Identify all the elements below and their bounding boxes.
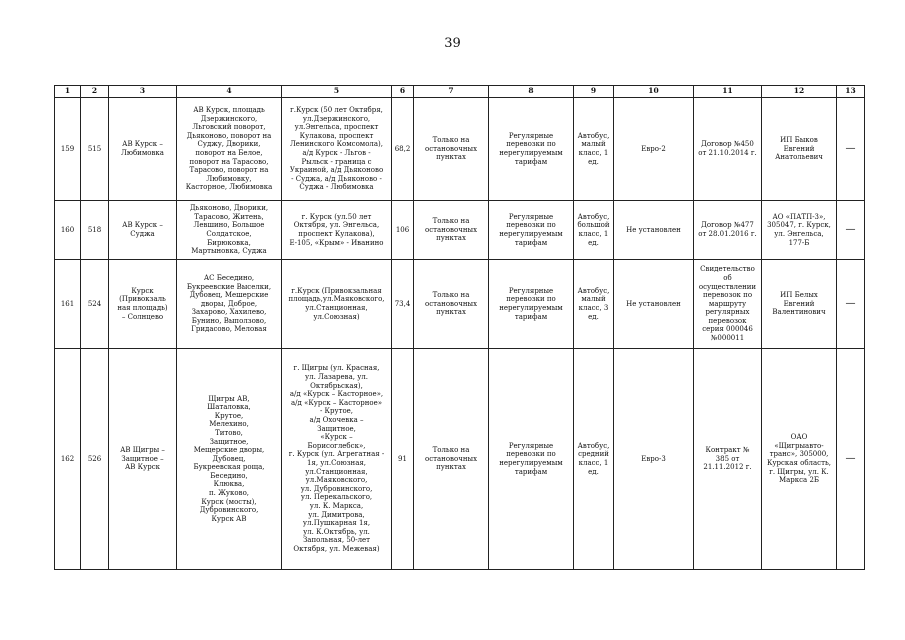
cell-route-name xyxy=(109,98,177,201)
cell-text: 518 xyxy=(87,225,102,234)
cell-eco-class xyxy=(614,349,694,570)
cell-text: 524 xyxy=(87,299,102,308)
table-row xyxy=(55,98,865,201)
cell-text: Регулярные перевозки по нерегулируемым тарифам xyxy=(499,131,563,166)
cell-route-name xyxy=(109,201,177,260)
cell-text: Только на остановочных пунктах xyxy=(424,446,478,472)
cell-route-number xyxy=(81,260,109,349)
cell-text: 526 xyxy=(87,454,102,463)
column-header: 1 xyxy=(55,86,81,98)
cell-text: Евро-2 xyxy=(641,144,666,153)
cell-text: Договор №477 от 28.01.2016 г. xyxy=(698,221,757,238)
column-header: 11 xyxy=(694,86,762,98)
cell-text: г.Курск (50 лет Октября, ул.Дзержинского, ул.Энгельса, проспект Кулакова, проспект Ленинского Комсомола), а/д Курск - Льгов - Рыльск - граница с Украиной, а/д Дьяконово - Суджа, а/д Дьяконово - Суджа - Любимовка xyxy=(289,106,384,192)
cell-text: Регулярные перевозки по нерегулируемым тарифам xyxy=(499,441,563,476)
cell-text: Дьяконово, Дворики, Тарасово, Житень, Левшино, Большое Солдатское, Бирюковка, Мартыновка, Суджа xyxy=(189,204,269,256)
cell-text: 106 xyxy=(395,225,410,234)
cell-text: 73,4 xyxy=(394,299,411,308)
cell-carrier xyxy=(762,98,837,201)
header-row xyxy=(55,86,865,98)
column-header: 10 xyxy=(614,86,694,98)
cell-text: Не установлен xyxy=(626,225,681,234)
cell-number xyxy=(55,98,81,201)
cell-notes xyxy=(837,201,865,260)
cell-boarding xyxy=(414,349,489,570)
cell-route-name xyxy=(109,349,177,570)
cell-boarding xyxy=(414,98,489,201)
cell-text: ИП Быков Евгений Анатольевич xyxy=(775,136,823,162)
cell-boarding xyxy=(414,201,489,260)
cell-stops xyxy=(177,201,282,260)
cell-text: АС Беседино, Букреевские Выселки, Дубовец, Мешерские дворы, Доброе, Захарово, Хахилево, Бунино, Выползово, Гридасово, Меловая xyxy=(186,273,272,334)
cell-carrier xyxy=(762,260,837,349)
cell-text: 91 xyxy=(398,454,407,463)
column-header: 4 xyxy=(177,86,282,98)
cell-text: Автобус, большой класс, 1 ед. xyxy=(577,212,610,247)
cell-text: — xyxy=(845,297,856,309)
cell-streets xyxy=(282,201,392,260)
cell-text: Регулярные перевозки по нерегулируемым тарифам xyxy=(499,212,563,247)
cell-transport-type xyxy=(489,349,574,570)
cell-transport-type xyxy=(489,98,574,201)
cell-carrier xyxy=(762,349,837,570)
cell-text: АВ Курск, площадь Дзержинского, Льговский поворот, Дьяконово, поворот на Суджу, Дворики, поворот на Белое, поворот на Тарасово, Тарасово, поворот на Любимовку, Касторное, Любимовка xyxy=(185,106,273,192)
cell-text: Только на остановочных пунктах xyxy=(424,217,478,243)
cell-text: Свидетельство об осуществлении перевозок по маршруту регулярных перевозок серия 000046 №000011 xyxy=(698,265,757,343)
cell-contract xyxy=(694,260,762,349)
table-row xyxy=(55,349,865,570)
cell-streets xyxy=(282,98,392,201)
cell-text: — xyxy=(845,142,856,154)
cell-streets xyxy=(282,260,392,349)
cell-stops xyxy=(177,349,282,570)
cell-text: 162 xyxy=(60,454,75,463)
cell-transport-type xyxy=(489,260,574,349)
cell-contract xyxy=(694,349,762,570)
cell-boarding xyxy=(414,260,489,349)
cell-number xyxy=(55,201,81,260)
cell-text: 159 xyxy=(60,144,75,153)
cell-vehicles xyxy=(574,98,614,201)
cell-text: г. Курск (ул.50 лет Октября, ул. Энгельса, проспект Кулакова), Е-105, «Крым» - Иванино xyxy=(289,212,384,247)
column-header: 3 xyxy=(109,86,177,98)
cell-route-number xyxy=(81,201,109,260)
cell-streets xyxy=(282,349,392,570)
table-row xyxy=(55,201,865,260)
cell-text: 515 xyxy=(87,144,102,153)
cell-route-number xyxy=(81,98,109,201)
cell-text: Только на остановочных пунктах xyxy=(424,291,478,317)
cell-transport-type xyxy=(489,201,574,260)
page-number: 39 xyxy=(444,36,461,51)
cell-contract xyxy=(694,98,762,201)
cell-text: Евро-3 xyxy=(641,454,666,463)
cell-text: ИП Белых Евгений Валентинович xyxy=(772,291,826,317)
column-header: 5 xyxy=(282,86,392,98)
cell-notes xyxy=(837,98,865,201)
cell-length xyxy=(392,201,414,260)
table-row xyxy=(55,260,865,349)
cell-contract xyxy=(694,201,762,260)
cell-text: — xyxy=(845,223,856,235)
cell-text: Договор №450 от 21.10.2014 г. xyxy=(698,140,757,157)
cell-text: Только на остановочных пунктах xyxy=(424,136,478,162)
cell-text: АО «ПАТП-3», 305047, г. Курск, ул. Энгельса, 177-Б xyxy=(767,212,831,247)
cell-route-number xyxy=(81,349,109,570)
cell-text: Автобус, малый класс, 3 ед. xyxy=(577,286,610,321)
column-header: 8 xyxy=(489,86,574,98)
column-header: 6 xyxy=(392,86,414,98)
cell-text: Регулярные перевозки по нерегулируемым тарифам xyxy=(499,286,563,321)
routes-table xyxy=(54,85,865,570)
cell-text: ОАО «Щигрыавто- транс», 305000, Курская область, г. Щигры, ул. К. Маркса 2Б xyxy=(766,433,831,485)
column-header: 9 xyxy=(574,86,614,98)
column-header: 7 xyxy=(414,86,489,98)
cell-text: Щигры АВ, Шаталовка, Крутое, Мелехино, Титово, Защитное, Мещерские дворы, Дубовец, Букреевская роща, Беседино, Клюква, п. Жуково, Курск (мосты), Дубровинского, Курск АВ xyxy=(193,394,265,523)
cell-number xyxy=(55,349,81,570)
cell-text: Курск (Привокзаль ная площадь) – Солнцево xyxy=(117,286,168,321)
cell-text: 68,2 xyxy=(394,144,411,153)
cell-eco-class xyxy=(614,201,694,260)
cell-notes xyxy=(837,349,865,570)
column-header: 12 xyxy=(762,86,837,98)
cell-text: 160 xyxy=(60,225,75,234)
cell-length xyxy=(392,260,414,349)
cell-length xyxy=(392,349,414,570)
cell-text: 161 xyxy=(60,299,75,308)
cell-stops xyxy=(177,260,282,349)
column-header: 13 xyxy=(837,86,865,98)
cell-eco-class xyxy=(614,98,694,201)
cell-text: АВ Курск – Суджа xyxy=(122,221,163,238)
cell-notes xyxy=(837,260,865,349)
cell-route-name xyxy=(109,260,177,349)
cell-vehicles xyxy=(574,201,614,260)
cell-text: г.Курск (Привокзальная площадь,ул.Маяковского, ул.Станционная, ул.Союзная) xyxy=(288,286,385,321)
cell-text: Автобус, малый класс, 1 ед. xyxy=(577,131,610,166)
cell-carrier xyxy=(762,201,837,260)
cell-text: Контракт № 385 от 21.11.2012 г. xyxy=(703,446,752,472)
cell-text: АВ Курск – Любимовка xyxy=(121,140,164,157)
cell-vehicles xyxy=(574,260,614,349)
cell-text: АВ Щигры – Защитное – АВ Курск xyxy=(120,446,165,472)
cell-stops xyxy=(177,98,282,201)
cell-text: Автобус, средний класс, 1 ед. xyxy=(577,441,610,476)
column-header: 2 xyxy=(81,86,109,98)
cell-text: — xyxy=(845,452,856,464)
cell-text: г. Щигры (ул. Красная, ул. Лазарева, ул. Октябрьская), а/д «Курск – Касторное», а/д «Курск – Касторное» - Крутое, а/д Охочевка – Защитное, «Курск – Борисоглебск», г. Курск (ул. Агрегатная - 1я, ул.Союзная, ул.Станционная, ул.Маяковского, ул. Дубровинского, ул. Перекальского, ул. К. Маркса, ул. Димитрова, ул.Пушкарная 1я, ул. К.Октябрь, ул. Запольная, 50-лет Октября, ул. Межевая) xyxy=(288,364,385,553)
cell-eco-class xyxy=(614,260,694,349)
cell-length xyxy=(392,98,414,201)
cell-vehicles xyxy=(574,349,614,570)
cell-text: Не установлен xyxy=(626,299,681,308)
cell-number xyxy=(55,260,81,349)
